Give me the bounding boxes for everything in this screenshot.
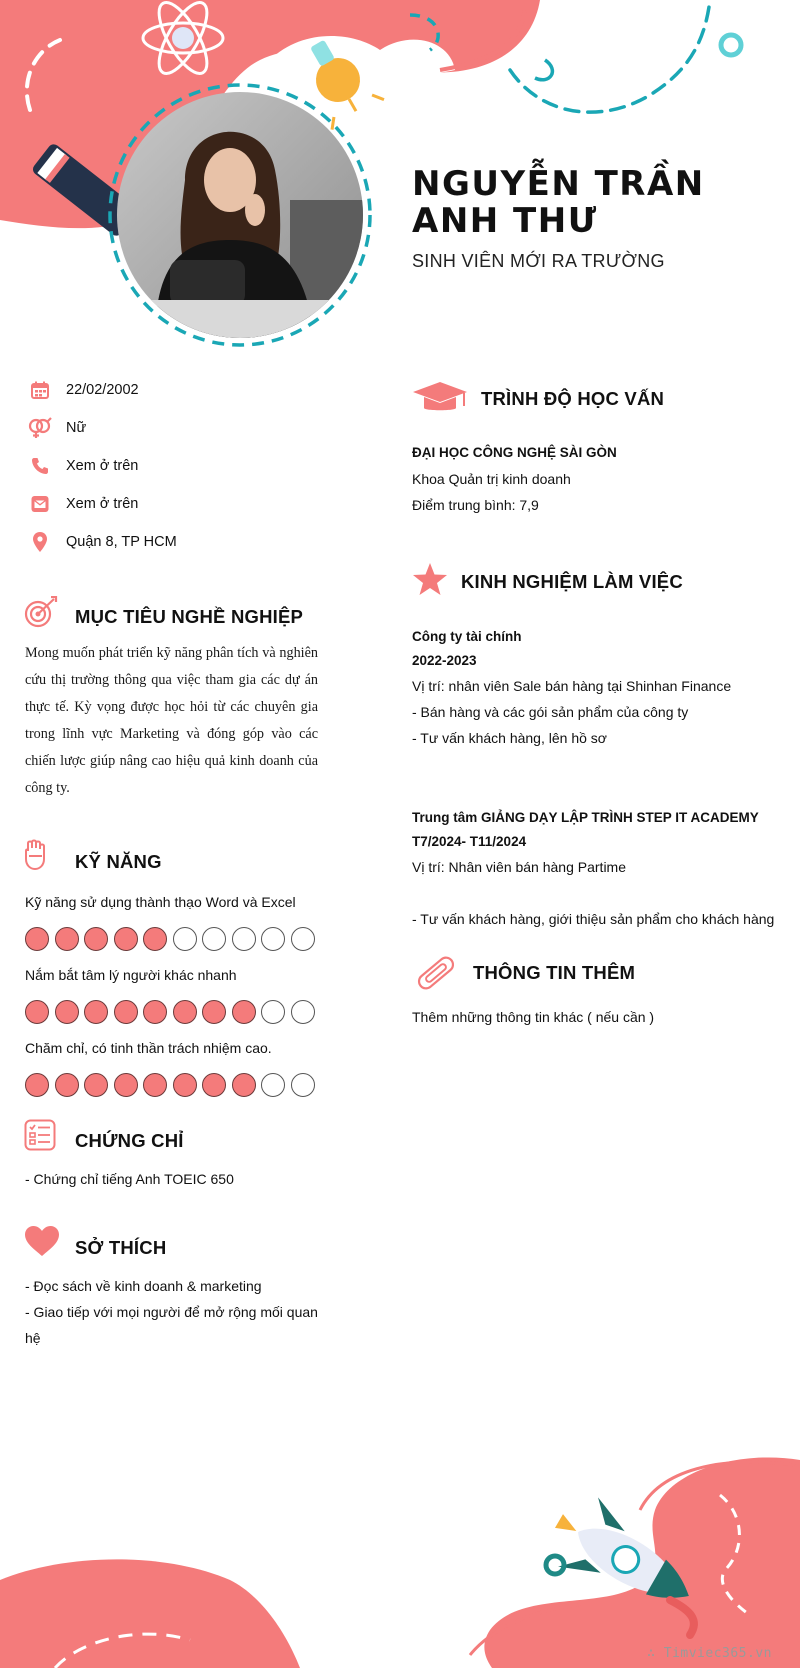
profile-photo: [115, 90, 365, 340]
rating-dot-filled: [55, 927, 79, 951]
job-position: Vị trí: Nhân viên bán hàng Partime: [412, 859, 627, 875]
rating-dot-filled: [114, 1073, 138, 1097]
star-icon: [412, 562, 448, 596]
company-name: Công ty tài chính: [412, 629, 522, 644]
skill-label: Kỹ năng sử dụng thành thạo Word và Excel: [25, 894, 296, 910]
fist-icon: [24, 839, 48, 871]
rating-dot-filled: [173, 1000, 197, 1024]
full-name: NGUYỄN TRẦN ANH THƯ: [412, 164, 705, 241]
rating-dot-filled: [232, 1073, 256, 1097]
certificate-item: - Chứng chỉ tiếng Anh TOEIC 650: [25, 1171, 234, 1187]
rating-dot-empty: [173, 927, 197, 951]
email-text: Xem ở trên: [66, 496, 139, 512]
rating-dot-empty: [291, 1000, 315, 1024]
birthday-text: 22/02/2002: [66, 382, 139, 398]
contact-row-birthday: [28, 378, 139, 402]
paperclip-icon: [414, 952, 458, 994]
heart-icon: [24, 1225, 60, 1257]
contact-row-phone: [28, 454, 138, 478]
rating-dot-filled: [143, 1073, 167, 1097]
certificates-title: CHỨNG CHỈ: [75, 1130, 184, 1151]
rating-dot-empty: [261, 1000, 285, 1024]
rating-dot-filled: [25, 1073, 49, 1097]
experience-title: KINH NGHIỆM LÀM VIỆC: [461, 571, 683, 592]
hobby-item: - Đọc sách về kinh doanh & marketing: [25, 1278, 262, 1294]
rating-dot-filled: [173, 1073, 197, 1097]
address-text: Quận 8, TP HCM: [66, 534, 177, 550]
rating-dot-empty: [291, 1073, 315, 1097]
bottom-decoration: [0, 1440, 800, 1668]
graduation-cap-icon: [412, 380, 468, 414]
rating-dot-filled: [202, 1000, 226, 1024]
job-duty: - Tư vấn khách hàng, giới thiệu sản phẩm cho khách hàng: [412, 911, 775, 927]
rating-dot-empty: [261, 927, 285, 951]
rating-dot-filled: [55, 1000, 79, 1024]
hobbies-title: SỞ THÍCH: [75, 1237, 167, 1258]
gpa-text: Điểm trung bình: 7,9: [412, 497, 539, 513]
skills-title: KỸ NĂNG: [75, 851, 162, 872]
rating-dot-filled: [84, 927, 108, 951]
rating-dot-filled: [232, 1000, 256, 1024]
rating-dot-filled: [25, 927, 49, 951]
email-icon: [28, 492, 52, 516]
phone-text: Xem ở trên: [66, 458, 139, 474]
rating-dot-filled: [114, 927, 138, 951]
rating-dot-filled: [84, 1073, 108, 1097]
skill-label: Nắm bắt tâm lý người khác nhanh: [25, 967, 237, 983]
rating-dot-empty: [291, 927, 315, 951]
job-title: SINH VIÊN MỚI RA TRƯỜNG: [412, 251, 665, 271]
skill-label: Chăm chỉ, có tinh thần trách nhiệm cao.: [25, 1040, 272, 1056]
job-duty: - Tư vấn khách hàng, lên hồ sơ: [412, 730, 607, 746]
rating-dot-empty: [261, 1073, 285, 1097]
job-position: Vị trí: nhân viên Sale bán hàng tại Shinhan Finance: [412, 678, 732, 694]
rating-dot-filled: [143, 1000, 167, 1024]
calendar-icon: [28, 378, 52, 402]
checklist-icon: [24, 1119, 56, 1151]
skill-rating: [25, 927, 315, 951]
education-title: TRÌNH ĐỘ HỌC VẤN: [481, 388, 665, 409]
rating-dot-filled: [114, 1000, 138, 1024]
extra-info-title: THÔNG TIN THÊM: [473, 962, 636, 983]
skill-rating: [25, 1000, 315, 1024]
target-icon: [24, 596, 58, 628]
rating-dot-filled: [55, 1073, 79, 1097]
objective-text: Mong muốn phát triển kỹ năng phân tích và nghiên cứu thị trường thông qua việc tham gia các dự án thực tế. Kỳ vọng được học hỏi từ các chuyên gia trong lĩnh vực Marketing và đóng góp vào các chiến lược giúp nâng cao hiệu quả kinh doanh của công ty.: [25, 645, 318, 796]
rating-dot-filled: [143, 927, 167, 951]
job-period: 2022-2023: [412, 653, 477, 668]
gender-text: Nữ: [66, 420, 87, 436]
rating-dot-empty: [232, 927, 256, 951]
rating-dot-filled: [25, 1000, 49, 1024]
job-duty: - Bán hàng và các gói sản phẩm của công ty: [412, 704, 689, 720]
rating-dot-empty: [202, 927, 226, 951]
faculty-text: Khoa Quản trị kinh doanh: [412, 471, 571, 487]
gender-icon: [28, 416, 52, 440]
company-name: Trung tâm GIẢNG DẠY LẬP TRÌNH STEP IT ACADEMY: [412, 810, 759, 825]
watermark: ∴ Timviec365.vn: [647, 1646, 772, 1661]
contact-row-address: [28, 530, 177, 554]
hobby-item: - Giao tiếp với mọi người để mở rộng mối quan hệ: [25, 1304, 318, 1346]
skill-rating: [25, 1073, 315, 1097]
contact-row-gender: [28, 416, 86, 440]
phone-icon: [28, 454, 52, 478]
rating-dot-filled: [202, 1073, 226, 1097]
job-period: T7/2024- T11/2024: [412, 834, 527, 849]
rating-dot-filled: [84, 1000, 108, 1024]
school-name: ĐẠI HỌC CÔNG NGHỆ SÀI GÒN: [412, 445, 617, 460]
objective-title: MỤC TIÊU NGHỀ NGHIỆP: [75, 606, 304, 627]
location-pin-icon: [28, 530, 52, 554]
extra-info-text: Thêm những thông tin khác ( nếu cần ): [412, 1009, 655, 1025]
contact-row-email: [28, 492, 138, 516]
